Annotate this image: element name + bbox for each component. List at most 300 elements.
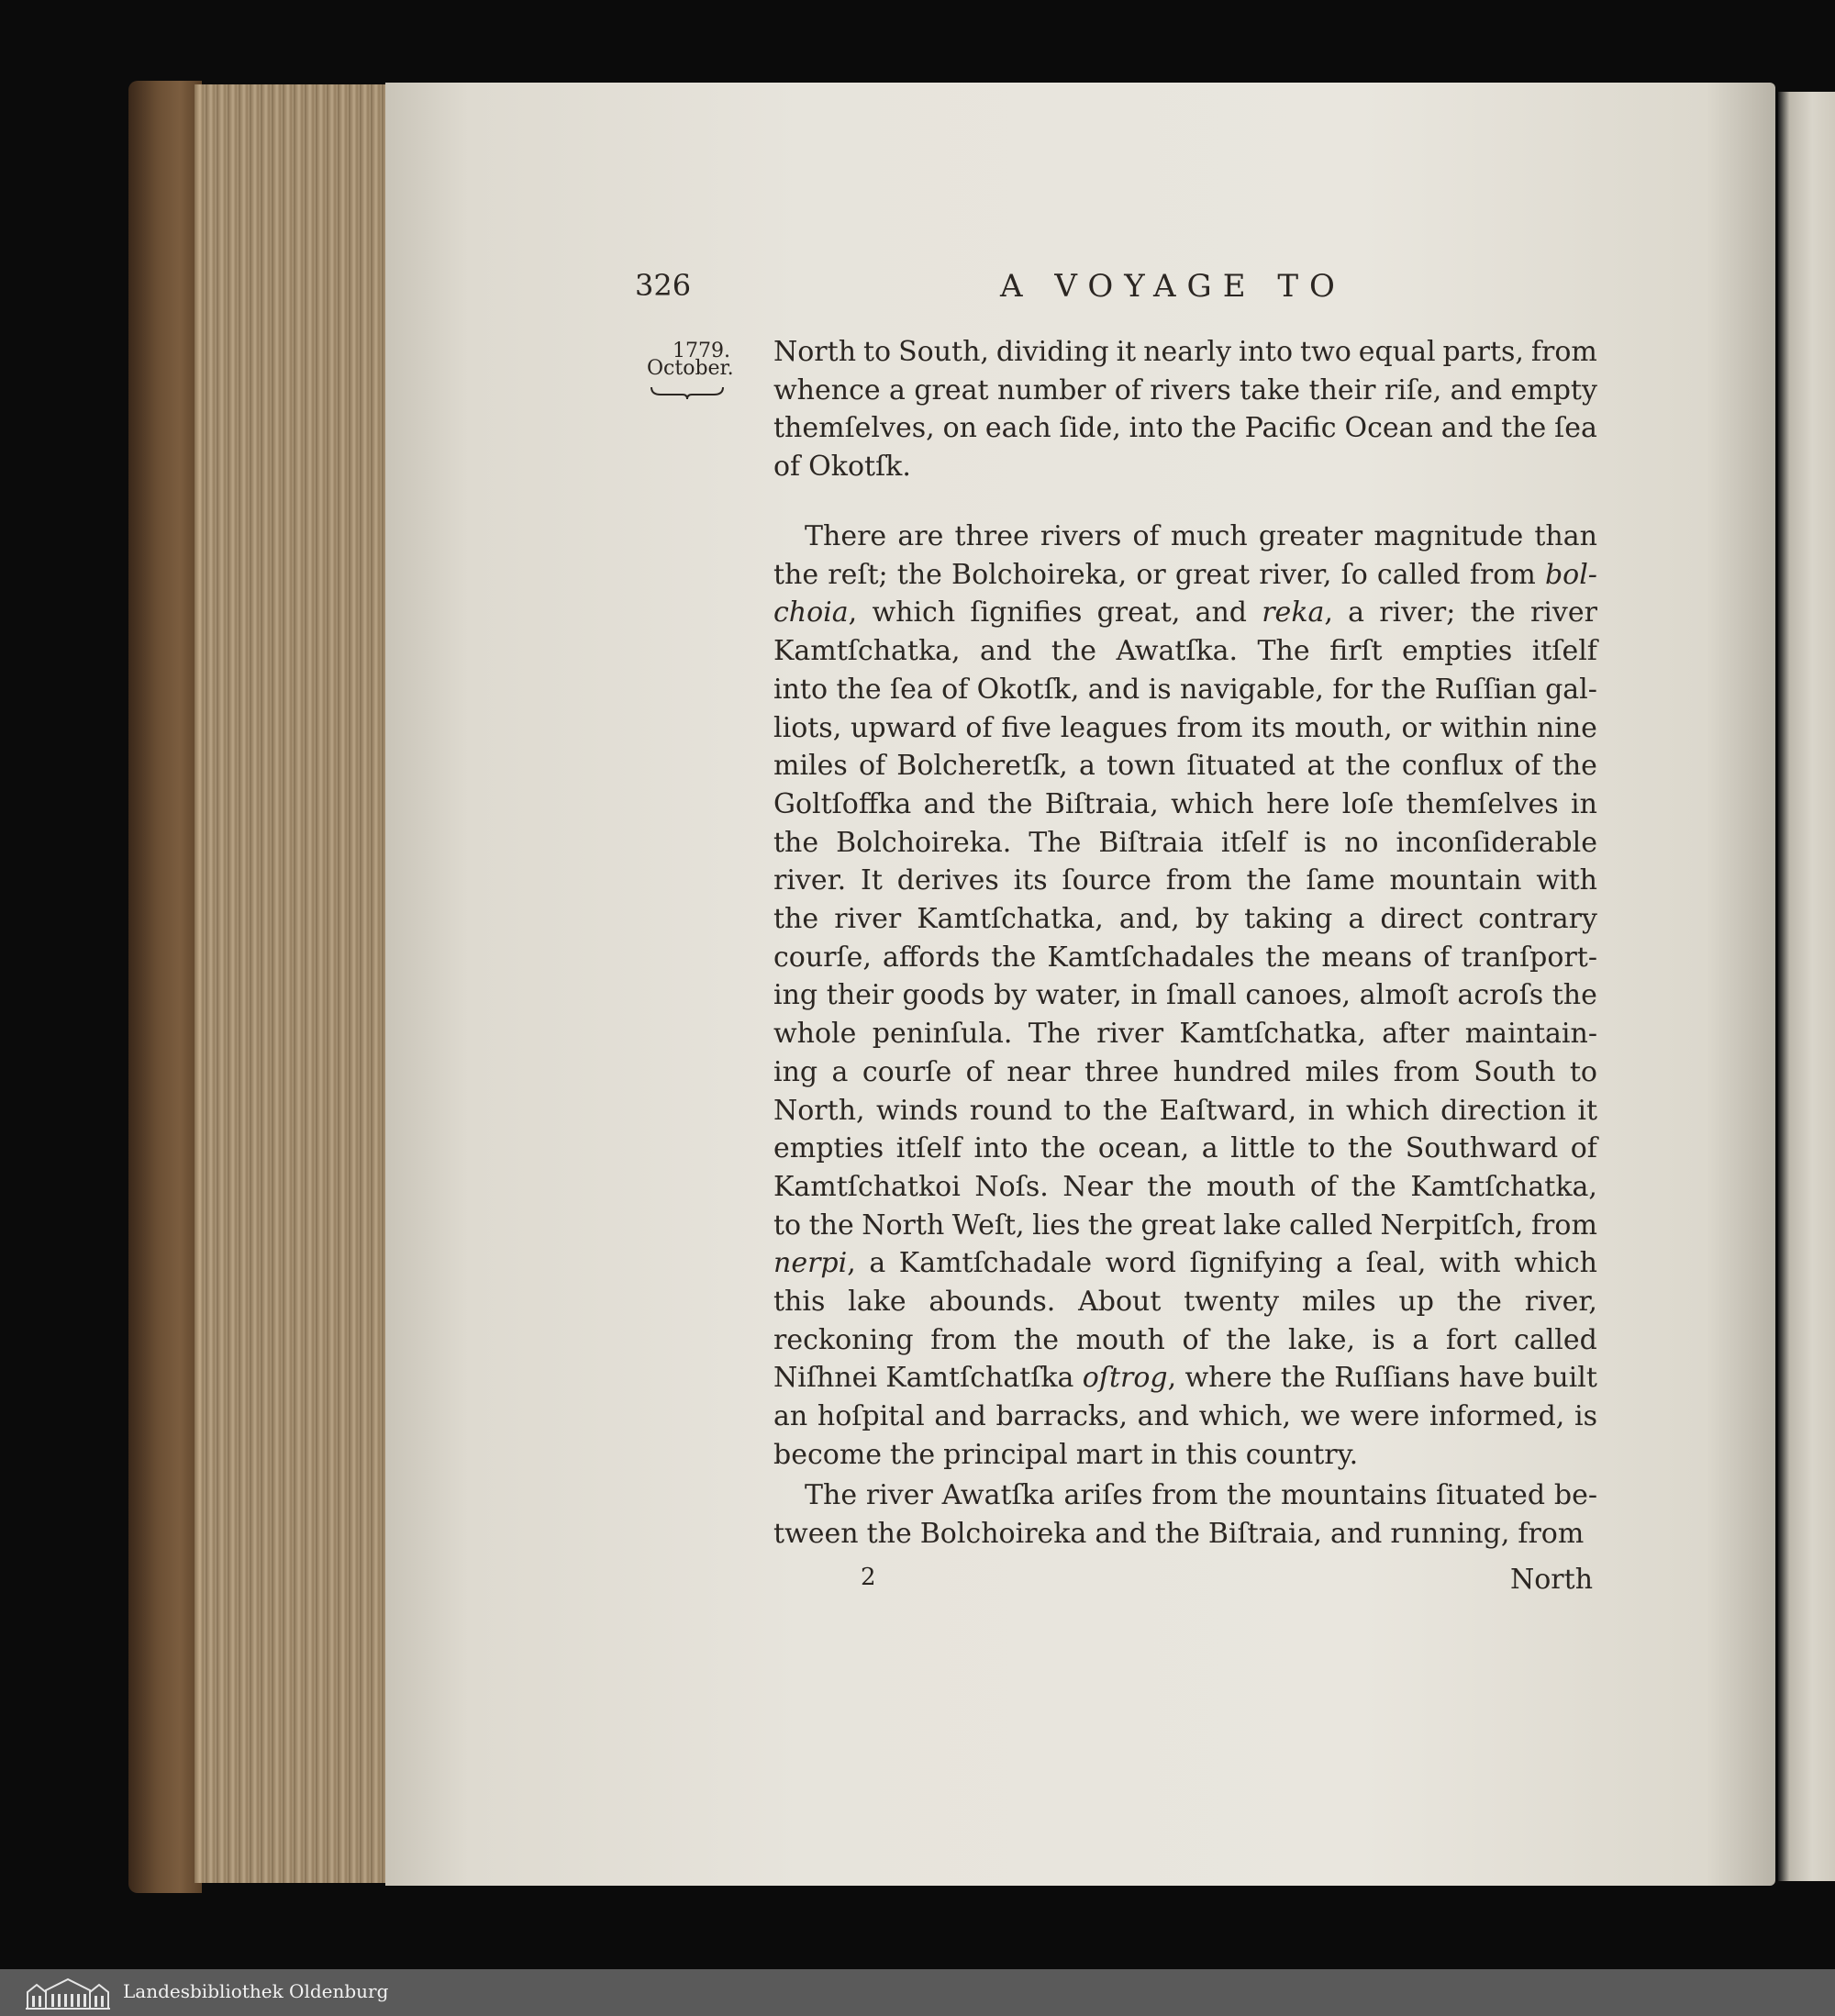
word: North, [773, 1094, 865, 1127]
word: the [1470, 596, 1516, 629]
word: near [1006, 1055, 1071, 1088]
word: of [1514, 750, 1541, 783]
word: mouth [1206, 1170, 1296, 1203]
word: Niſhnei [773, 1362, 877, 1395]
word: for [1332, 673, 1373, 706]
word: North [773, 336, 857, 368]
word: by [994, 979, 1028, 1012]
word: called [1289, 1208, 1373, 1242]
word: the [1051, 635, 1097, 668]
word: of [1570, 1132, 1597, 1165]
word: the [773, 826, 819, 859]
word: bol- [1544, 558, 1597, 591]
word: the [808, 1208, 854, 1242]
word: the [1551, 750, 1597, 783]
word: oſtrog, [1082, 1362, 1177, 1395]
word: which [872, 596, 956, 629]
word: mouth, [1294, 711, 1393, 744]
word: much [1170, 520, 1248, 552]
word: ſource [1062, 864, 1151, 897]
word: the [896, 558, 942, 591]
word: into [1239, 336, 1294, 368]
word: no [1344, 826, 1379, 859]
word: river [865, 1479, 933, 1511]
word: whole [773, 1018, 857, 1051]
word: Ocean [1344, 412, 1433, 445]
word: and [980, 635, 1032, 668]
word: and [1329, 1517, 1383, 1550]
word: great, [1096, 596, 1181, 629]
word: of [1132, 520, 1160, 552]
word: ſea [889, 673, 933, 706]
word: river, [1259, 558, 1332, 591]
word: liots, [773, 711, 842, 744]
word: and [1195, 596, 1247, 629]
word: ing [773, 979, 818, 1012]
word: Awatſka [941, 1479, 1055, 1511]
word: ſo [1340, 558, 1368, 591]
word: are [897, 520, 944, 552]
word: the [1191, 412, 1237, 445]
text-line [773, 977, 1597, 1014]
word: with [1440, 1247, 1501, 1280]
word: is [1148, 673, 1172, 706]
word: to [863, 336, 892, 368]
word: become [773, 1438, 883, 1471]
text-line [773, 373, 1597, 409]
text-line [773, 1016, 1597, 1053]
word: Okotſk, [976, 673, 1080, 706]
text-line [773, 863, 1597, 899]
word: is [1304, 826, 1328, 859]
word: three [954, 520, 1029, 552]
word: derives [896, 864, 999, 897]
word: Bolchoireka [919, 1517, 1087, 1550]
word: South, [898, 336, 989, 368]
word: in [1307, 1094, 1335, 1127]
word: Nerpitſch, [1380, 1208, 1524, 1242]
word: the [1102, 1094, 1149, 1127]
word: Goltſoffka [773, 787, 912, 820]
word: Kamtſchatka, [1179, 1018, 1366, 1051]
word: reckoning [773, 1323, 914, 1356]
word: the [1280, 1362, 1326, 1395]
word: to [1307, 1132, 1336, 1165]
text-line [805, 518, 1597, 555]
word: three [1084, 1055, 1160, 1088]
word: we [1300, 1400, 1341, 1433]
text-line [773, 1169, 1597, 1206]
word: from [1165, 864, 1232, 897]
word: river. [773, 864, 847, 897]
word: canoes, [1245, 979, 1351, 1012]
word: the [991, 941, 1037, 974]
word: two [1300, 336, 1351, 368]
word: and [923, 787, 975, 820]
word: inconſiderable [1396, 826, 1597, 859]
word: Near [1062, 1170, 1133, 1203]
word: whence [773, 373, 881, 407]
word: itſelf [1220, 826, 1287, 859]
text-line [773, 1437, 1597, 1474]
word: empties [1402, 635, 1513, 668]
word: equal [1358, 336, 1436, 368]
text-line [773, 786, 1597, 823]
word: principal [943, 1438, 1068, 1471]
word: their [1308, 373, 1376, 407]
word: winds [876, 1094, 959, 1127]
word: Bolcheretſk, [896, 750, 1068, 783]
word: on [942, 412, 977, 445]
word: firſt [1329, 635, 1383, 668]
word: into [1129, 412, 1184, 445]
word: barracks, [995, 1400, 1129, 1433]
word: the [773, 558, 819, 591]
word: Southward [1405, 1132, 1559, 1165]
word: the [1226, 1323, 1272, 1356]
word: the [1147, 1170, 1193, 1203]
word: means [1321, 941, 1413, 974]
margin-brace-ornament [650, 385, 725, 400]
word: itſelf [1531, 635, 1597, 668]
word: and [934, 1400, 986, 1433]
word: the [987, 787, 1033, 820]
word: a [1412, 1323, 1429, 1356]
text-line [773, 710, 1597, 747]
text-line [773, 449, 1597, 485]
word: mountains [1280, 1479, 1428, 1511]
word: parts, [1442, 336, 1524, 368]
word: mountain [1389, 864, 1522, 897]
word: direction [1440, 1094, 1566, 1127]
word: peninſula. [872, 1018, 1013, 1051]
word: ſignifying [1189, 1247, 1323, 1280]
word: great [1140, 1208, 1216, 1242]
word: Kamtſchatka, [773, 635, 961, 668]
word: into [973, 1132, 1029, 1165]
word: and [1087, 673, 1140, 706]
text-line [773, 595, 1597, 631]
word: the [866, 1517, 912, 1550]
word: There [805, 520, 887, 552]
word: a [869, 1247, 886, 1280]
word: from [1393, 1055, 1460, 1088]
word: lake [1223, 1208, 1282, 1242]
word: fort [1445, 1323, 1497, 1356]
text-line [773, 901, 1597, 938]
word: river [1096, 1018, 1164, 1051]
word: is [1372, 1323, 1396, 1356]
word: the [1265, 941, 1311, 974]
word: from [1518, 1517, 1585, 1550]
word: Weſt, [951, 1208, 1025, 1242]
word: direct [1380, 903, 1463, 935]
margin-note-year: 1779. [673, 340, 730, 362]
word: reſt; [828, 558, 888, 591]
page-edges [195, 84, 387, 1883]
word: after [1382, 1018, 1450, 1051]
word: this [773, 1286, 826, 1318]
word: leagues [1060, 711, 1168, 744]
word: here [1266, 787, 1330, 820]
page-number: 326 [635, 268, 692, 303]
word: the [1345, 750, 1391, 783]
word: be- [1553, 1479, 1597, 1511]
word: into [773, 673, 829, 706]
word: Biſtraia, [1044, 787, 1159, 820]
word: magnitude [1373, 520, 1524, 552]
word: from [1151, 1479, 1218, 1511]
margin-note-month: October. [647, 357, 734, 380]
word: ſea [1554, 412, 1597, 445]
word: from [1530, 1208, 1597, 1242]
word: lake, [1288, 1323, 1355, 1356]
word: from [1176, 711, 1243, 744]
catchword: North [1510, 1564, 1594, 1596]
word: gal- [1545, 673, 1597, 706]
word: Kamtſchatſka [885, 1362, 1074, 1395]
text-line [773, 1322, 1597, 1359]
word: abounds. [929, 1286, 1056, 1318]
word: it [1577, 1094, 1597, 1127]
word: great [1174, 558, 1251, 591]
word: ſituated [1436, 1479, 1546, 1511]
word: The [1029, 826, 1082, 859]
word: from [930, 1323, 997, 1356]
word: ſame [1306, 864, 1375, 897]
word: were [1350, 1400, 1420, 1433]
word: this [1185, 1438, 1238, 1471]
word: take [1240, 373, 1301, 407]
word: each [984, 412, 1051, 445]
word: dividing [995, 336, 1109, 368]
word: greater [1258, 520, 1363, 552]
facing-page-edge [1778, 92, 1835, 1881]
word: the [773, 903, 819, 935]
word: called [1376, 558, 1461, 591]
word: ocean, [1097, 1132, 1190, 1165]
text-line [773, 1516, 1597, 1553]
word: in [1571, 787, 1597, 820]
word: Biſtraia [1098, 826, 1204, 859]
word: affords [882, 941, 981, 974]
word: the [1381, 673, 1427, 706]
word: country. [1245, 1438, 1359, 1471]
word: Ruſſian [1434, 673, 1537, 706]
word: the [1501, 412, 1547, 445]
word: an [773, 1400, 808, 1433]
word: hundred [1173, 1055, 1292, 1088]
word: It [861, 864, 883, 897]
word: goods [902, 979, 985, 1012]
word: a [889, 373, 906, 407]
word: the [1154, 1517, 1200, 1550]
word: ſeal, [1365, 1247, 1427, 1280]
word: the [1013, 1323, 1059, 1356]
word: Okotſk. [808, 451, 911, 484]
word: mart [1075, 1438, 1143, 1471]
word: themſelves [1406, 787, 1559, 820]
word: which [1171, 787, 1254, 820]
text-line [773, 1093, 1597, 1130]
word: within [1440, 711, 1529, 744]
word: the [1087, 1208, 1134, 1242]
word: its [1013, 864, 1048, 897]
book-cover-edge [128, 81, 202, 1893]
text-line [773, 748, 1597, 785]
word: of [1182, 1323, 1209, 1356]
word: The [805, 1479, 858, 1511]
word: ariſes [1063, 1479, 1143, 1511]
text-line [773, 633, 1597, 670]
word: nine [1536, 711, 1597, 744]
word: reka, [1262, 596, 1333, 629]
word: The [1028, 1018, 1081, 1051]
word: town [1107, 750, 1176, 783]
word: South [1474, 1055, 1556, 1088]
word: hoſpital [817, 1400, 925, 1433]
word: than [1534, 520, 1597, 552]
word: river [1529, 596, 1597, 629]
word: five [1001, 711, 1052, 744]
word: empties [773, 1132, 884, 1165]
word: contrary [1478, 903, 1597, 935]
text-line [773, 825, 1597, 862]
word: ſignifies [970, 596, 1083, 629]
word: have [1458, 1362, 1525, 1395]
word: its [1251, 711, 1286, 744]
word: river [834, 903, 902, 935]
word: themſelves, [773, 412, 935, 445]
word: tween [773, 1517, 859, 1550]
word: rivers [1150, 373, 1231, 407]
word: About [1078, 1286, 1162, 1318]
text-line [773, 672, 1597, 708]
word: twenty [1184, 1286, 1280, 1318]
word: round [969, 1094, 1052, 1127]
word: and [1137, 1400, 1190, 1433]
word: the [1227, 1479, 1273, 1511]
word: ſmall [1166, 979, 1237, 1012]
word: running, [1390, 1517, 1510, 1550]
word: upward [851, 711, 957, 744]
word: and [1095, 1517, 1147, 1550]
word: miles [1305, 1055, 1380, 1088]
word: and, [1118, 903, 1180, 935]
word: of [1309, 1170, 1337, 1203]
word: lake [848, 1286, 906, 1318]
word: river; [1379, 596, 1456, 629]
word: and [1450, 373, 1503, 407]
word: the [1551, 979, 1597, 1012]
word: which [1345, 1094, 1429, 1127]
word: of [965, 711, 993, 744]
word: of [965, 1055, 993, 1088]
word: in [1151, 1438, 1178, 1471]
word: or [1136, 558, 1166, 591]
word: river, [1524, 1286, 1597, 1318]
word: to [1569, 1055, 1597, 1088]
word: is [1574, 1400, 1597, 1433]
word: the [1456, 1286, 1502, 1318]
word: the [1246, 864, 1292, 897]
text-line [773, 1054, 1597, 1091]
word: to [1063, 1094, 1092, 1127]
signature-mark: 2 [861, 1564, 876, 1591]
word: the [1040, 1132, 1086, 1165]
word: their [826, 979, 894, 1012]
word: itſelf [895, 1132, 962, 1165]
word: of [858, 750, 886, 783]
word: Kamtſchatka, [917, 903, 1104, 935]
word: word [1105, 1247, 1176, 1280]
word: in [1130, 979, 1158, 1012]
word: acroſs [1457, 979, 1544, 1012]
word: informed, [1429, 1400, 1565, 1433]
word: Kamtſchadale [898, 1247, 1093, 1280]
word: empty [1510, 373, 1597, 407]
word: to [773, 1208, 802, 1242]
word: a [1348, 596, 1365, 629]
word: at [1307, 750, 1335, 783]
word: which, [1198, 1400, 1292, 1433]
word: and [1440, 412, 1494, 445]
word: mouth [1075, 1323, 1165, 1356]
word: ſide, [1059, 412, 1121, 445]
word: the [836, 673, 882, 706]
text-line [805, 1477, 1597, 1514]
word: Kamtſchatkoi [773, 1170, 961, 1203]
word: loſe [1341, 787, 1395, 820]
word: a [1079, 750, 1095, 783]
word: of [773, 451, 801, 484]
word: the [1351, 1170, 1396, 1203]
word: Ruſſians [1334, 1362, 1451, 1395]
word: lies [1032, 1208, 1081, 1242]
text-line [773, 1398, 1597, 1435]
word: the [890, 1438, 936, 1471]
word: by [1195, 903, 1229, 935]
text-line [773, 1284, 1597, 1320]
word: courſe [862, 1055, 952, 1088]
word: called [1514, 1323, 1597, 1356]
word: number [997, 373, 1107, 407]
word: The [1257, 635, 1310, 668]
word: Pacific [1244, 412, 1337, 445]
word: nerpi, [773, 1247, 856, 1280]
word: almoſt [1359, 979, 1449, 1012]
word: it [1116, 336, 1137, 368]
word: a [831, 1055, 849, 1088]
word: miles [1301, 1286, 1376, 1318]
word: navigable, [1179, 673, 1324, 706]
word: riſe, [1384, 373, 1442, 407]
word: a [1348, 903, 1365, 935]
word: nearly [1143, 336, 1232, 368]
word: little [1230, 1132, 1296, 1165]
text-line [773, 410, 1597, 447]
word: where [1184, 1362, 1273, 1395]
word: ing [773, 1055, 818, 1088]
word: rivers [1040, 520, 1122, 552]
word: of [1423, 941, 1451, 974]
word: Eaſtward, [1159, 1094, 1297, 1127]
word: North [862, 1208, 945, 1242]
word: great [914, 373, 989, 407]
library-name: Landesbibliothek Oldenburg [123, 1980, 389, 2002]
text-line [773, 557, 1597, 594]
word: of [941, 673, 969, 706]
